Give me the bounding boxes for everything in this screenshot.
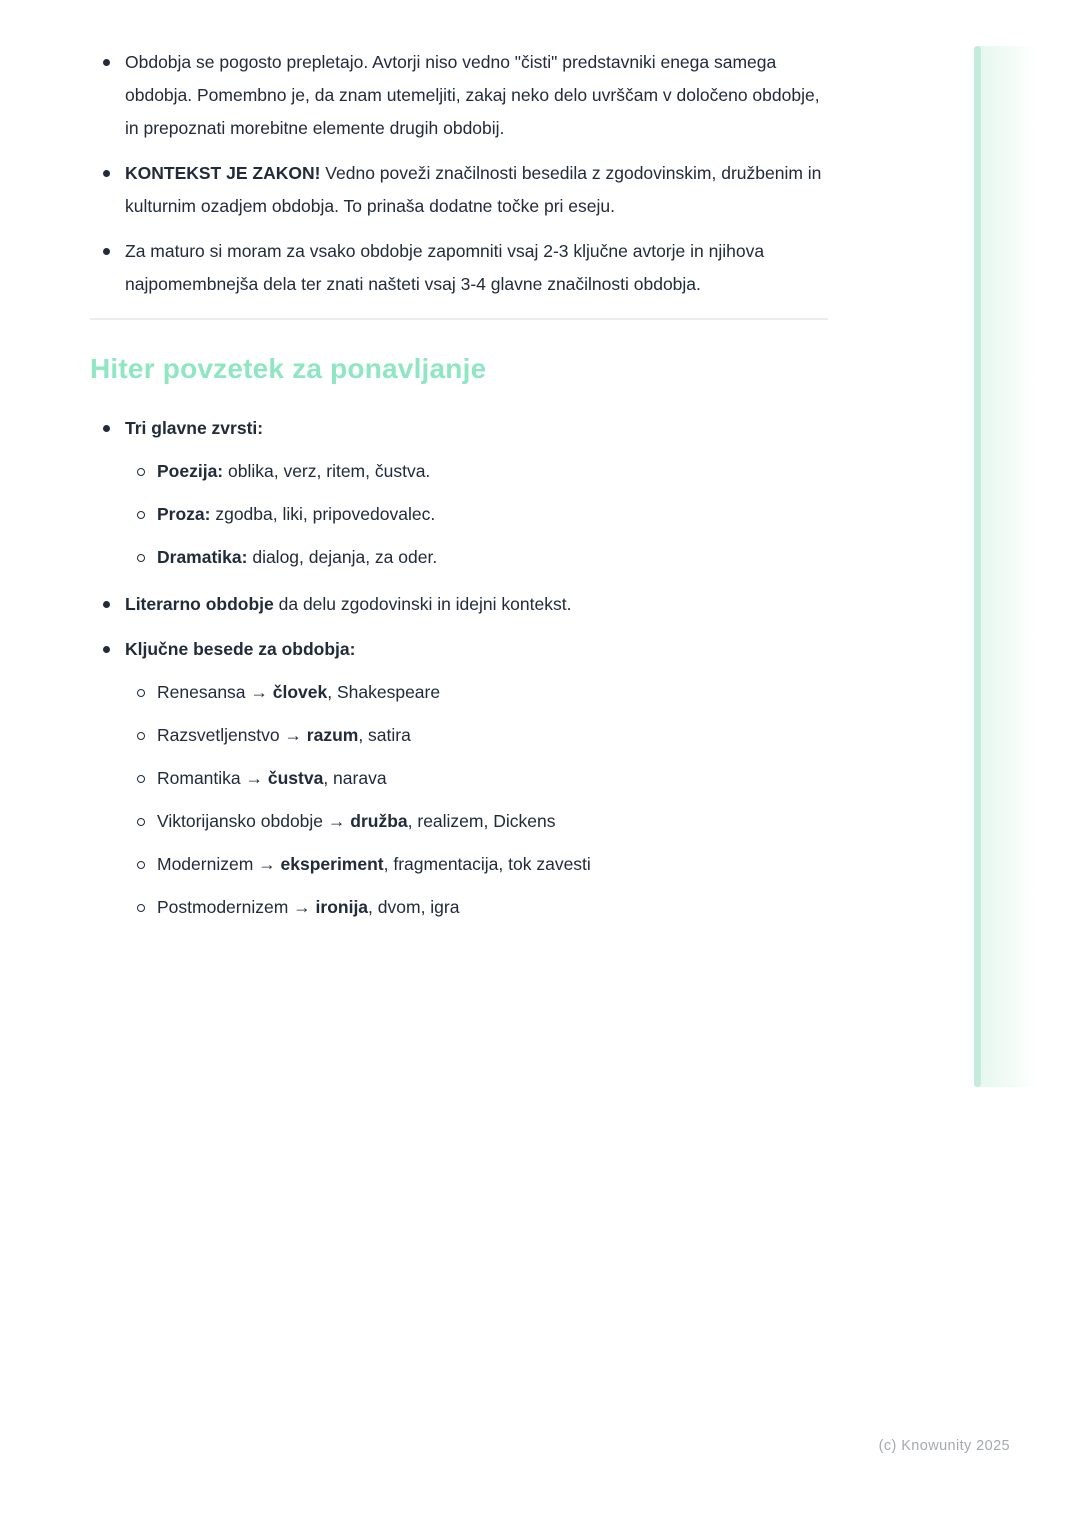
sub-bullet-list <box>125 676 828 924</box>
sub-list-item <box>125 455 828 488</box>
bold-text-segment: Tri glavne zvrsti: <box>125 418 264 438</box>
bold-text-segment: Literarno obdobje <box>125 594 274 614</box>
list-item <box>90 588 828 621</box>
sub-list-item <box>125 891 828 924</box>
section-heading: Hiter povzetek za ponavljanje <box>90 353 487 384</box>
sub-list-item <box>125 848 828 881</box>
bold-text-segment: družba <box>350 811 408 831</box>
text-segment: , narava <box>323 768 387 788</box>
text-segment: Postmodernizem → <box>157 897 316 917</box>
text-segment: , fragmentacija, tok zavesti <box>383 854 591 874</box>
text-segment: Vedno poveži značilnosti besedila z zgodovinskim, družbenim in kulturnim ozadjem obdobja. To prinaša dodatne točke pri eseju. <box>125 163 822 216</box>
bold-text-segment: razum <box>306 725 359 745</box>
sub-list-item <box>125 719 828 752</box>
text-segment: Viktorijansko obdobje → <box>157 811 351 831</box>
bold-text-segment: eksperiment <box>280 854 384 874</box>
note-content <box>90 46 828 938</box>
sub-list-item <box>125 805 828 838</box>
intro-bullet-list <box>90 46 828 301</box>
sub-list-item <box>125 498 828 531</box>
page-edge-accent-bar <box>974 46 981 1087</box>
bold-text-segment: čustva <box>267 768 324 788</box>
sub-list-item <box>125 762 828 795</box>
bold-text-segment: Dramatika: <box>157 547 248 567</box>
bold-text-segment: KONTEKST JE ZAKON! <box>125 163 321 183</box>
text-segment: da delu zgodovinski in idejni kontekst. <box>273 594 572 614</box>
text-segment: dialog, dejanja, za oder. <box>247 547 438 567</box>
page-edge-highlight-panel <box>980 46 1036 1087</box>
bold-text-segment: Proza: <box>157 504 211 524</box>
text-segment: zgodba, liki, pripovedovalec. <box>210 504 436 524</box>
list-item <box>90 46 828 145</box>
text-segment: Za maturo si moram za vsako obdobje zapomniti vsaj 2-3 ključne avtorje in njihova najpomembnejša dela ter znati našteti vsaj 3-4 glavne značilnosti obdobja. <box>125 241 765 294</box>
sub-bullet-list <box>125 455 828 574</box>
copyright-text: (c) Knowunity 2025 <box>878 1438 1010 1454</box>
text-segment: Obdobja se pogosto prepletajo. Avtorji niso vedno "čisti" predstavniki enega samega obdobja. Pomembno je, da znam utemeljiti, zakaj neko delo uvrščam v določeno obdobje, in prepoznati morebitne elemente drugih obdobij. <box>125 52 820 138</box>
bold-text-segment: ironija <box>315 897 369 917</box>
list-item <box>90 633 828 924</box>
bold-text-segment: človek <box>272 682 328 702</box>
list-item <box>90 235 828 301</box>
text-segment: oblika, verz, ritem, čustva. <box>223 461 431 481</box>
text-segment: Renesansa → <box>157 682 273 702</box>
text-segment: , Shakespeare <box>327 682 441 702</box>
sub-list-item <box>125 676 828 709</box>
sub-list-item <box>125 541 828 574</box>
text-segment: Razsvetljenstvo → <box>157 725 307 745</box>
bold-text-segment: Ključne besede za obdobja: <box>125 639 356 659</box>
text-segment: Romantika → <box>157 768 268 788</box>
text-segment: , satira <box>358 725 411 745</box>
text-segment: Modernizem → <box>157 854 281 874</box>
bold-text-segment: Poezija: <box>157 461 224 481</box>
section-divider <box>90 318 828 320</box>
text-segment: , dvom, igra <box>368 897 460 917</box>
text-segment: , realizem, Dickens <box>407 811 556 831</box>
list-item <box>90 412 828 574</box>
list-item <box>90 157 828 223</box>
summary-bullet-list <box>90 412 828 924</box>
